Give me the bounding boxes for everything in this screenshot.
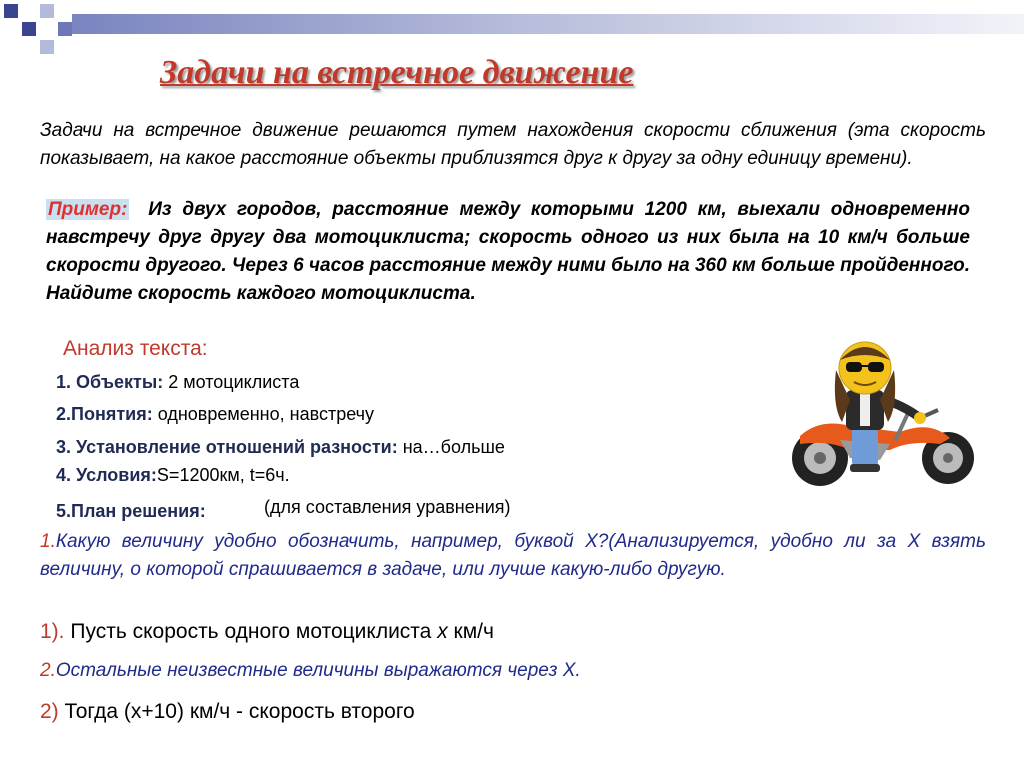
question-1-number: 1. [40,531,56,552]
item-value: S=1200км, t=6ч. [156,465,290,485]
deco-square-2 [40,4,54,18]
item-value: на…больше [397,437,505,457]
item-value: одновременно, навстречу [152,404,374,424]
item-conditions [56,465,290,486]
example-text: Из двух городов, расстояние между которыми 1200 км, выехали одновременно навстречу друг другу два мотоциклиста; скорость одного из них была на 10 км/ч больше скорости другого. Через 6 часов расстояние между ними было на 360 км больше пройденного. Найдите скорость каждого мотоциклиста. [46,199,970,304]
item-value: 2 мотоциклиста [163,372,300,392]
deco-square-3 [22,22,36,36]
question-1 [40,528,986,584]
answer-2-text: Тогда (х+10) км/ч - скорость второго [58,700,415,723]
answer-2 [40,700,415,724]
question-2-number: 2. [40,660,56,681]
motorcyclist-illustration [780,340,980,490]
question-2 [40,657,986,685]
item-label: 2.Понятия: [56,404,153,424]
answer-1-text-before: Пусть скорость одного мотоциклиста [64,620,438,643]
answer-1 [40,620,494,644]
answer-1-variable: x [437,620,448,643]
question-1-text: Какую величину удобно обозначить, например, буквой Х?(Анализируется, удобно ли за Х взять величину, о которой спрашивается в задаче, или лучше какую-либо другую. [40,531,986,580]
plan-note: (для составления уравнения) [264,497,511,517]
deco-square-4 [58,22,72,36]
answer-1-text-after: км/ч [447,620,494,643]
item-label: 4. Условия: [56,465,157,485]
item-label: 5.План решения: [56,501,206,521]
item-label: 3. Установление отношений разности: [56,437,398,457]
sunglasses-icon [846,362,862,372]
deco-square-5 [40,40,54,54]
answer-2-number: 2) [40,700,59,723]
answer-1-number: 1). [40,620,65,643]
item-concepts [56,404,374,425]
item-relations [56,437,505,458]
deco-square-1 [4,4,18,18]
example-block [46,196,970,308]
header-gradient-bar [72,14,1024,34]
question-2-text: Остальные неизвестные величины выражаются через Х. [55,660,581,681]
intro-paragraph: Задачи на встречное движение решаются путем нахождения скорости сближения (эта скорость показывает, на какое расстояние объекты приблизятся друг к другу за одну единицу времени). [40,120,986,169]
item-objects [56,372,299,393]
analysis-heading: Анализ текста: [63,337,208,360]
example-label: Пример: [48,199,128,220]
item-label: 1. Объекты: [56,372,164,392]
slide-title: Задачи на встречное движение [160,54,634,91]
item-plan [56,501,206,522]
